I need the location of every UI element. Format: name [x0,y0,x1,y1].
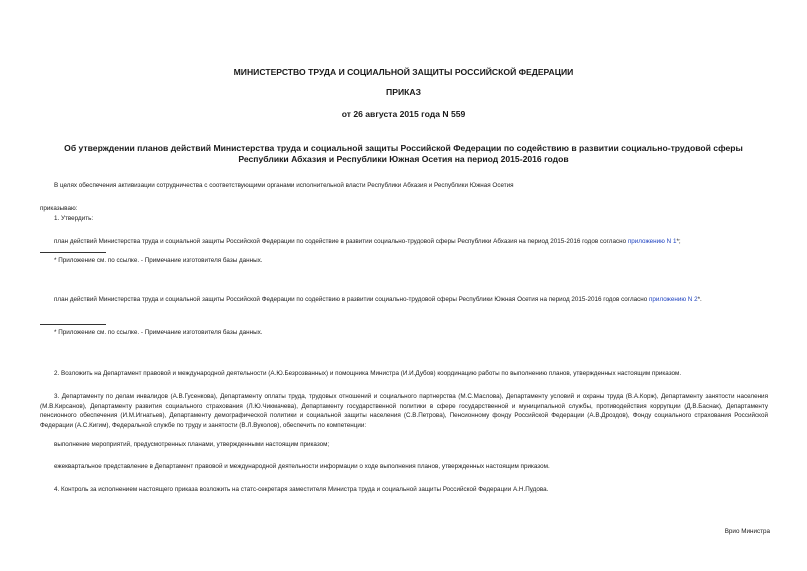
plan-abkhazia-paragraph [54,237,779,247]
item-2-paragraph: 2. Возложить на Департамент правовой и международной деятельности (А.Ю.Безрозванных) и помощника Министра (И.И.Дубов) координацию работы по выполнению планов, утвержденных настоящим приказом. [54,370,682,377]
appendix-1-link[interactable]: приложению N 1 [627,238,677,245]
appendix-2-link[interactable]: приложению N 2 [649,296,698,303]
plan-ossetia-paragraph [54,295,768,305]
item-1-paragraph: 1. Утвердить: [54,215,94,222]
item-4-paragraph: 4. Контроль за исполнением настоящего приказа возложить на статс-секретаря заместителя Министра труда и социальной защиты Российской Федерации А.Н.Пудова. [54,486,549,493]
signature-position: Врио Министра [724,528,770,535]
footnote-divider-2 [40,324,106,325]
item-3-subitem-b: ежеквартальное представление в Департамент правовой и международной деятельности информации о ходе выполнения планов, утвержденных настоящим приказом. [54,463,550,470]
footnote-2: * Приложение см. по ссылке. - Примечание изготовителя базы данных. [54,329,263,336]
item-3-paragraph: 3. Департаменту по делам инвалидов (А.В.Гусенкова), Департаменту оплаты труда, трудовых отношений и социального партнерства (М.С.Маслова), Департаменту условий и охраны труда (В.А.Корж), Департаменту занятости населения (М.В.Кирсанов), Департаменту развития социального страхования (Л.Ю.Чикмачева), Департаменту государственной политики в сфере государственной и муниципальной службы, противодействия коррупции (Д.В.Баснак), Департаменту пенсионного обеспечения (И.М.Игнатьев), Департаменту демографической политики и социальной защиты населения (С.В.Петрова), Пенсионному фонду Российской Федерации (А.В.Дроздов), Фонду социального страхования Российской Федерации (А.С.Кигим), Федеральной службе по труду и занятости (В.Л.Вуколов), обеспечить по компетенции: [40,393,768,429]
item-3-subitem-a: выполнение мероприятий, предусмотренных планами, утвержденными настоящим приказом; [54,441,330,448]
order-word: приказываю: [40,205,78,212]
footnote-1: * Приложение см. по ссылке. - Примечание изготовителя базы данных. [54,257,263,264]
ministry-heading: МИНИСТЕРСТВО ТРУДА И СОЦИАЛЬНОЙ ЗАЩИТЫ РОССИЙСКОЙ ФЕДЕРАЦИИ [233,67,574,77]
plan-ossetia-end: *. [697,296,702,303]
doc-date-number: от 26 августа 2015 года N 559 [341,109,466,119]
doc-title-line-2: Республики Абхазия и Республики Южная Осетия на период 2015-2016 годов [238,154,569,164]
plan-abkhazia-text: план действий Министерства труда и социальной защиты Российской Федерации по содействие в развитии социально-трудовой сферы Республики Абхазия на период 2015-2016 годов согласно [54,238,627,245]
footnote-divider-1 [40,252,106,253]
plan-ossetia-text: план действий Министерства труда и социальной защиты Российской Федерации по содействию в развитии социально-трудовой сферы Республики Южная Осетия на период 2015-2016 годов согласно [54,296,648,303]
doc-type-heading: ПРИКАЗ [386,87,421,97]
plan-abkhazia-end: *; [676,238,681,245]
preamble-paragraph: В целях обеспечения активизации сотрудничества с соответствующими органами исполнительной власти Республики Абхазия и Республики Южная Осетия [54,182,514,189]
doc-title-line-1: Об утверждении планов действий Министерства труда и социальной защиты Российской Федерации по содействию в развитии социально-трудовой сферы [64,143,743,153]
